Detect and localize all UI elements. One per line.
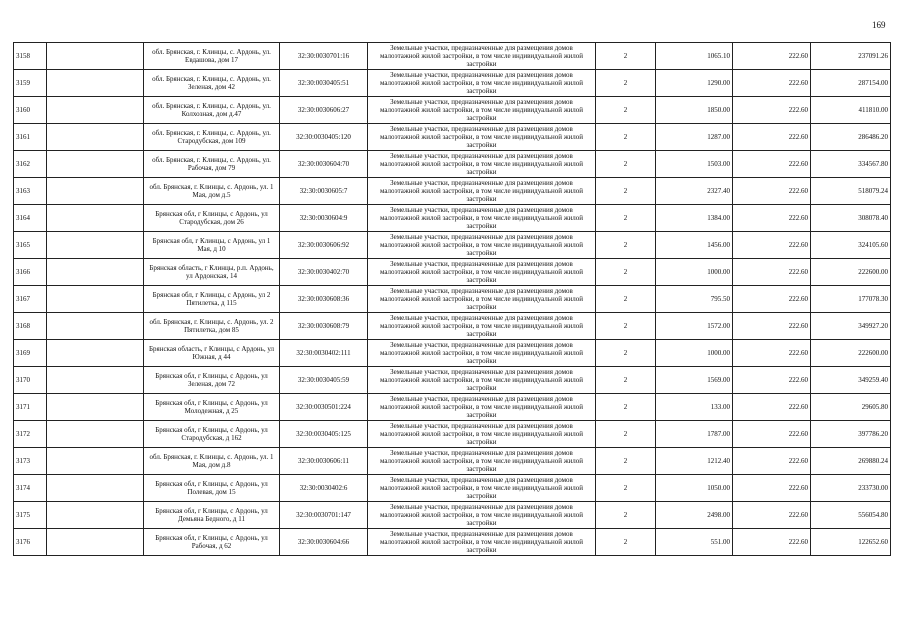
area-cell: 1503.00 (656, 151, 733, 178)
category-cell: 2 (596, 529, 656, 556)
cadastral-value-cell: 222600.00 (811, 340, 891, 367)
table-row (14, 151, 891, 178)
address-cell: Брянская область, г Клинцы, с Ардонь, ул Южная, д 44 (144, 340, 280, 367)
address-cell: обл. Брянская, г. Клинцы, с. Ардонь, ул. Рабочая, дом 79 (144, 151, 280, 178)
cadastral-value-cell: 411810.00 (811, 97, 891, 124)
cadastral-number-cell: 32:30:0030608:79 (280, 313, 368, 340)
blank-cell (47, 178, 144, 205)
table-row (14, 421, 891, 448)
row-number: 3164 (14, 205, 47, 232)
blank-cell (47, 313, 144, 340)
area-cell: 1050.00 (656, 475, 733, 502)
table-row (14, 232, 891, 259)
row-number: 3173 (14, 448, 47, 475)
cadastral-value-cell: 556054.80 (811, 502, 891, 529)
cadastral-number-cell: 32:30:0030402:111 (280, 340, 368, 367)
address-cell: Брянская обл, г Клинцы, с Ардонь, ул Рабочая, д 62 (144, 529, 280, 556)
land-use-cell: Земельные участки, предназначенные для размещения домов малоэтажной жилой застройки, в том числе индивидуальной жилой застройки (368, 367, 596, 394)
row-number: 3172 (14, 421, 47, 448)
cadastral-number-cell: 32:30:0030604:66 (280, 529, 368, 556)
rate-cell: 222.60 (733, 70, 811, 97)
category-cell: 2 (596, 259, 656, 286)
table-row (14, 475, 891, 502)
address-cell: Брянская обл, г Клинцы, с Ардонь, ул Демьяна Бедного, д 11 (144, 502, 280, 529)
row-number: 3160 (14, 97, 47, 124)
table-row (14, 367, 891, 394)
row-number: 3165 (14, 232, 47, 259)
cadastral-number-cell: 32:30:0030405:120 (280, 124, 368, 151)
address-cell: Брянская обл, г Клинцы, с Ардонь, ул Молодежная, д 25 (144, 394, 280, 421)
cadastral-number-cell: 32:30:0030605:7 (280, 178, 368, 205)
area-cell: 1065.10 (656, 43, 733, 70)
address-cell: Брянская обл, г Клинцы, с Ардонь, ул 2 Пятилетка, д 115 (144, 286, 280, 313)
category-cell: 2 (596, 475, 656, 502)
table-row (14, 97, 891, 124)
area-cell: 2327.40 (656, 178, 733, 205)
table-row (14, 124, 891, 151)
row-number: 3167 (14, 286, 47, 313)
rate-cell: 222.60 (733, 178, 811, 205)
table-row (14, 259, 891, 286)
blank-cell (47, 367, 144, 394)
blank-cell (47, 259, 144, 286)
row-number: 3171 (14, 394, 47, 421)
category-cell: 2 (596, 178, 656, 205)
land-use-cell: Земельные участки, предназначенные для размещения домов малоэтажной жилой застройки, в том числе индивидуальной жилой застройки (368, 124, 596, 151)
address-cell: обл. Брянская, г. Клинцы, с. Ардонь, ул. Колхозная, дом д.47 (144, 97, 280, 124)
area-cell: 1000.00 (656, 259, 733, 286)
cadastral-number-cell: 32:30:0030604:9 (280, 205, 368, 232)
land-use-cell: Земельные участки, предназначенные для размещения домов малоэтажной жилой застройки, в том числе индивидуальной жилой застройки (368, 502, 596, 529)
cadastral-value-cell: 349927.20 (811, 313, 891, 340)
area-cell: 133.00 (656, 394, 733, 421)
category-cell: 2 (596, 286, 656, 313)
row-number: 3163 (14, 178, 47, 205)
cadastral-value-cell: 397786.20 (811, 421, 891, 448)
rate-cell: 222.60 (733, 259, 811, 286)
row-number: 3166 (14, 259, 47, 286)
category-cell: 2 (596, 70, 656, 97)
blank-cell (47, 286, 144, 313)
blank-cell (47, 394, 144, 421)
rate-cell: 222.60 (733, 43, 811, 70)
blank-cell (47, 340, 144, 367)
area-cell: 1384.00 (656, 205, 733, 232)
table-row (14, 448, 891, 475)
row-number: 3174 (14, 475, 47, 502)
land-registry-table (13, 42, 891, 556)
land-use-cell: Земельные участки, предназначенные для размещения домов малоэтажной жилой застройки, в том числе индивидуальной жилой застройки (368, 394, 596, 421)
rate-cell: 222.60 (733, 367, 811, 394)
category-cell: 2 (596, 394, 656, 421)
blank-cell (47, 448, 144, 475)
area-cell: 1287.00 (656, 124, 733, 151)
cadastral-number-cell: 32:30:0030608:36 (280, 286, 368, 313)
cadastral-value-cell: 286486.20 (811, 124, 891, 151)
area-cell: 795.50 (656, 286, 733, 313)
rate-cell: 222.60 (733, 313, 811, 340)
table-body (14, 43, 891, 556)
area-cell: 1000.00 (656, 340, 733, 367)
cadastral-value-cell: 269880.24 (811, 448, 891, 475)
cadastral-value-cell: 287154.00 (811, 70, 891, 97)
table-row (14, 340, 891, 367)
cadastral-value-cell: 308078.40 (811, 205, 891, 232)
land-use-cell: Земельные участки, предназначенные для размещения домов малоэтажной жилой застройки, в том числе индивидуальной жилой застройки (368, 448, 596, 475)
address-cell: Брянская обл, г Клинцы, с Ардонь, ул Стародубская, д 162 (144, 421, 280, 448)
land-use-cell: Земельные участки, предназначенные для размещения домов малоэтажной жилой застройки, в том числе индивидуальной жилой застройки (368, 286, 596, 313)
table-row (14, 394, 891, 421)
cadastral-value-cell: 518079.24 (811, 178, 891, 205)
land-use-cell: Земельные участки, предназначенные для размещения домов малоэтажной жилой застройки, в том числе индивидуальной жилой застройки (368, 178, 596, 205)
cadastral-value-cell: 233730.00 (811, 475, 891, 502)
cadastral-number-cell: 32:30:0030405:59 (280, 367, 368, 394)
land-use-cell: Земельные участки, предназначенные для размещения домов малоэтажной жилой застройки, в том числе индивидуальной жилой застройки (368, 340, 596, 367)
area-cell: 1212.40 (656, 448, 733, 475)
table-row (14, 286, 891, 313)
address-cell: Брянская обл, г Клинцы, с Ардонь, ул Стародубская, дом 26 (144, 205, 280, 232)
rate-cell: 222.60 (733, 97, 811, 124)
category-cell: 2 (596, 448, 656, 475)
blank-cell (47, 529, 144, 556)
cadastral-value-cell: 222600.00 (811, 259, 891, 286)
row-number: 3161 (14, 124, 47, 151)
blank-cell (47, 97, 144, 124)
row-number: 3170 (14, 367, 47, 394)
table-row (14, 502, 891, 529)
address-cell: Брянская область, г Клинцы, р.п. Ардонь, ул Ардонская, 14 (144, 259, 280, 286)
blank-cell (47, 70, 144, 97)
area-cell: 1787.00 (656, 421, 733, 448)
rate-cell: 222.60 (733, 394, 811, 421)
row-number: 3168 (14, 313, 47, 340)
page-number: 169 (872, 20, 886, 30)
blank-cell (47, 475, 144, 502)
rate-cell: 222.60 (733, 448, 811, 475)
row-number: 3175 (14, 502, 47, 529)
land-use-cell: Земельные участки, предназначенные для размещения домов малоэтажной жилой застройки, в том числе индивидуальной жилой застройки (368, 529, 596, 556)
cadastral-number-cell: 32:30:0030405:125 (280, 421, 368, 448)
area-cell: 1456.00 (656, 232, 733, 259)
table-row (14, 529, 891, 556)
category-cell: 2 (596, 313, 656, 340)
category-cell: 2 (596, 340, 656, 367)
address-cell: обл. Брянская, г. Клинцы, с. Ардонь, ул. Евдашова, дом 17 (144, 43, 280, 70)
rate-cell: 222.60 (733, 475, 811, 502)
rate-cell: 222.60 (733, 205, 811, 232)
rate-cell: 222.60 (733, 151, 811, 178)
blank-cell (47, 421, 144, 448)
cadastral-value-cell: 29605.80 (811, 394, 891, 421)
row-number: 3158 (14, 43, 47, 70)
cadastral-number-cell: 32:30:0030604:70 (280, 151, 368, 178)
cadastral-number-cell: 32:30:0030701:16 (280, 43, 368, 70)
table-row (14, 43, 891, 70)
land-use-cell: Земельные участки, предназначенные для размещения домов малоэтажной жилой застройки, в том числе индивидуальной жилой застройки (368, 421, 596, 448)
address-cell: обл. Брянская, г. Клинцы, с. Ардонь, ул. 2 Пятилетка, дом 85 (144, 313, 280, 340)
cadastral-number-cell: 32:30:0030402:6 (280, 475, 368, 502)
area-cell: 1850.00 (656, 97, 733, 124)
blank-cell (47, 151, 144, 178)
cadastral-number-cell: 32:30:0030402:70 (280, 259, 368, 286)
land-use-cell: Земельные участки, предназначенные для размещения домов малоэтажной жилой застройки, в том числе индивидуальной жилой застройки (368, 70, 596, 97)
land-use-cell: Земельные участки, предназначенные для размещения домов малоэтажной жилой застройки, в том числе индивидуальной жилой застройки (368, 205, 596, 232)
rate-cell: 222.60 (733, 232, 811, 259)
table-row (14, 205, 891, 232)
area-cell: 551.00 (656, 529, 733, 556)
cadastral-number-cell: 32:30:0030606:92 (280, 232, 368, 259)
land-use-cell: Земельные участки, предназначенные для размещения домов малоэтажной жилой застройки, в том числе индивидуальной жилой застройки (368, 151, 596, 178)
cadastral-value-cell: 122652.60 (811, 529, 891, 556)
cadastral-number-cell: 32:30:0030501:224 (280, 394, 368, 421)
row-number: 3159 (14, 70, 47, 97)
blank-cell (47, 43, 144, 70)
category-cell: 2 (596, 367, 656, 394)
address-cell: обл. Брянская, г. Клинцы, с. Ардонь, ул. Стародубская, дом 109 (144, 124, 280, 151)
category-cell: 2 (596, 97, 656, 124)
category-cell: 2 (596, 43, 656, 70)
category-cell: 2 (596, 421, 656, 448)
category-cell: 2 (596, 124, 656, 151)
cadastral-value-cell: 334567.80 (811, 151, 891, 178)
cadastral-value-cell: 324105.60 (811, 232, 891, 259)
table-row (14, 70, 891, 97)
address-cell: Брянская обл, г Клинцы, с Ардонь, ул Зеленая, дом 72 (144, 367, 280, 394)
address-cell: Брянская обл, г Клинцы, с Ардонь, ул 1 Мая, д 10 (144, 232, 280, 259)
land-use-cell: Земельные участки, предназначенные для размещения домов малоэтажной жилой застройки, в том числе индивидуальной жилой застройки (368, 259, 596, 286)
area-cell: 2498.00 (656, 502, 733, 529)
area-cell: 1569.00 (656, 367, 733, 394)
table-row (14, 178, 891, 205)
cadastral-number-cell: 32:30:0030606:27 (280, 97, 368, 124)
cadastral-number-cell: 32:30:0030405:51 (280, 70, 368, 97)
cadastral-number-cell: 32:30:0030606:11 (280, 448, 368, 475)
area-cell: 1572.00 (656, 313, 733, 340)
address-cell: обл. Брянская, г. Клинцы, с. Ардонь, ул. 1 Мая, дом д.5 (144, 178, 280, 205)
rate-cell: 222.60 (733, 340, 811, 367)
category-cell: 2 (596, 232, 656, 259)
table-row (14, 313, 891, 340)
land-use-cell: Земельные участки, предназначенные для размещения домов малоэтажной жилой застройки, в том числе индивидуальной жилой застройки (368, 232, 596, 259)
rate-cell: 222.60 (733, 124, 811, 151)
rate-cell: 222.60 (733, 502, 811, 529)
land-use-cell: Земельные участки, предназначенные для размещения домов малоэтажной жилой застройки, в том числе индивидуальной жилой застройки (368, 475, 596, 502)
row-number: 3176 (14, 529, 47, 556)
blank-cell (47, 232, 144, 259)
row-number: 3169 (14, 340, 47, 367)
area-cell: 1290.00 (656, 70, 733, 97)
land-use-cell: Земельные участки, предназначенные для размещения домов малоэтажной жилой застройки, в том числе индивидуальной жилой застройки (368, 43, 596, 70)
row-number: 3162 (14, 151, 47, 178)
blank-cell (47, 124, 144, 151)
cadastral-number-cell: 32:30:0030701:147 (280, 502, 368, 529)
cadastral-value-cell: 237091.26 (811, 43, 891, 70)
category-cell: 2 (596, 205, 656, 232)
cadastral-value-cell: 177078.30 (811, 286, 891, 313)
rate-cell: 222.60 (733, 529, 811, 556)
land-use-cell: Земельные участки, предназначенные для размещения домов малоэтажной жилой застройки, в том числе индивидуальной жилой застройки (368, 97, 596, 124)
category-cell: 2 (596, 502, 656, 529)
address-cell: обл. Брянская, г. Клинцы, с. Ардонь, ул. 1 Мая, дом д.8 (144, 448, 280, 475)
rate-cell: 222.60 (733, 421, 811, 448)
blank-cell (47, 205, 144, 232)
category-cell: 2 (596, 151, 656, 178)
land-use-cell: Земельные участки, предназначенные для размещения домов малоэтажной жилой застройки, в том числе индивидуальной жилой застройки (368, 313, 596, 340)
blank-cell (47, 502, 144, 529)
address-cell: Брянская обл, г Клинцы, с Ардонь, ул Полевая, дом 15 (144, 475, 280, 502)
rate-cell: 222.60 (733, 286, 811, 313)
cadastral-value-cell: 349259.40 (811, 367, 891, 394)
address-cell: обл. Брянская, г. Клинцы, с. Ардонь, ул. Зеленая, дом 42 (144, 70, 280, 97)
